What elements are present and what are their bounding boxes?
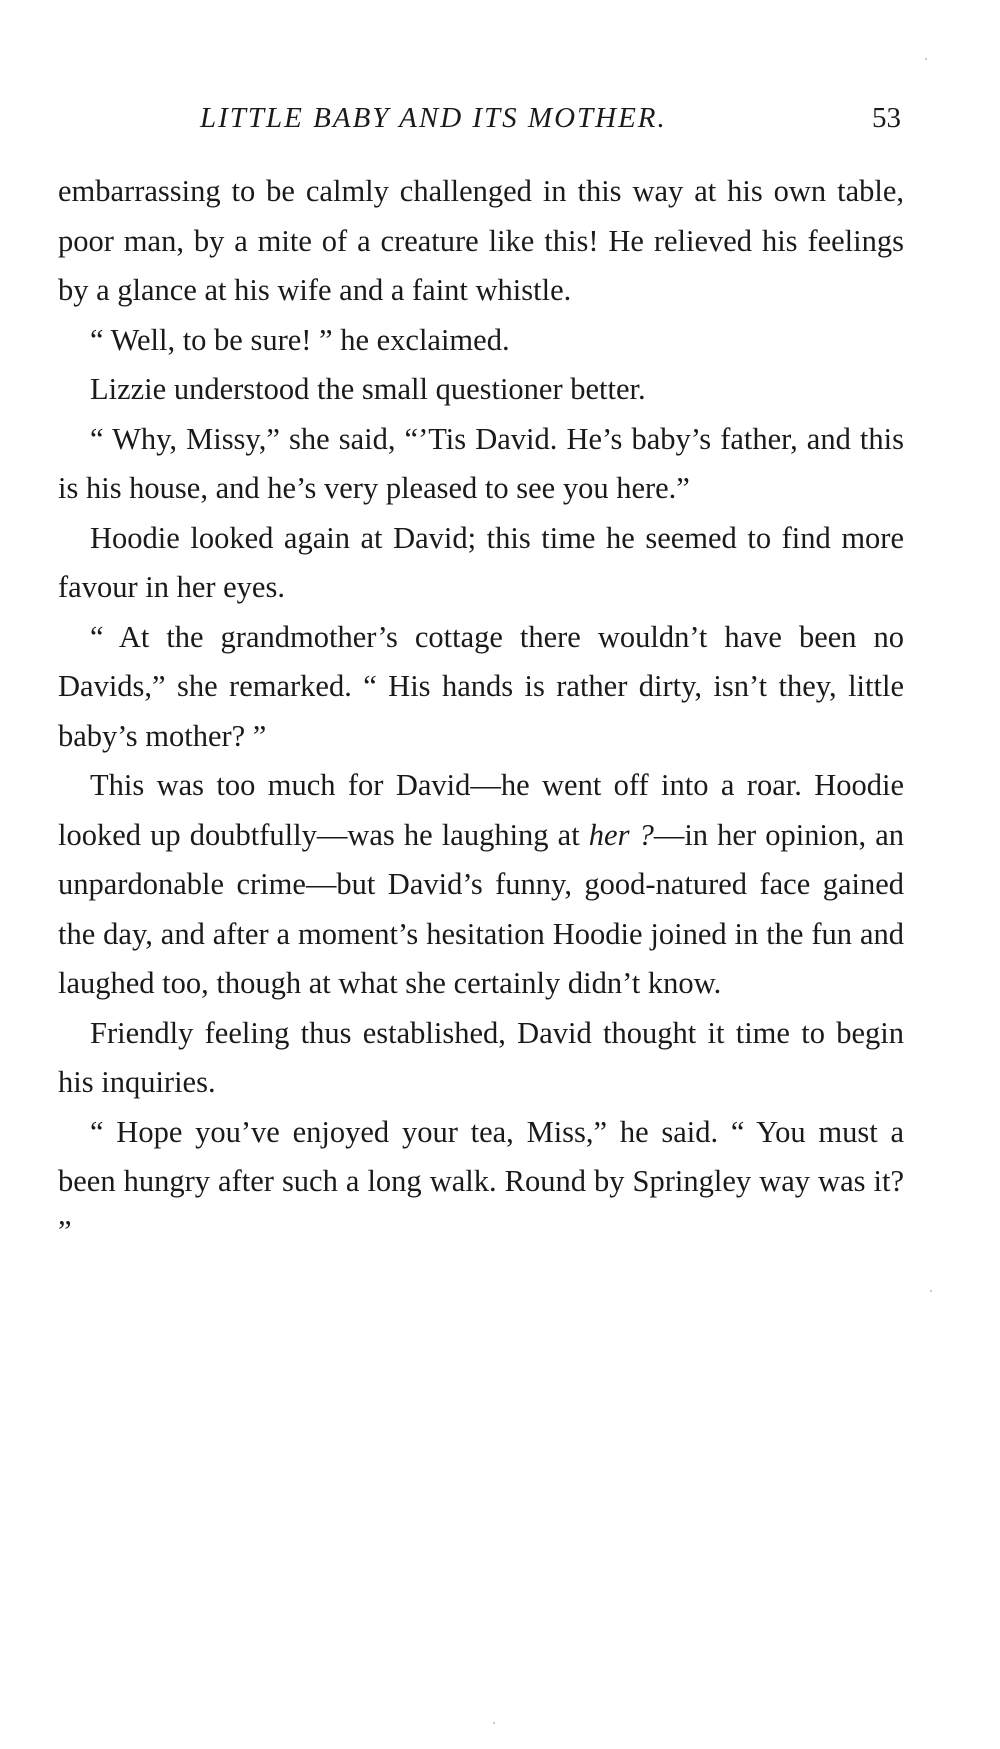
paper-speck	[493, 1722, 495, 1724]
paragraph: Lizzie understood the small questioner better.	[90, 372, 646, 406]
paragraph-text: —in her opinion, an unpardonable crime—but David’s funny, good-natured face gained the day, and after a moment’s hesitation Hoodie joined in the fun and laughed too, though at what she certainly didn’t know.	[58, 817, 904, 1000]
paragraph: Hoodie looked again at David; this time he seemed to find more favour in her eyes.	[58, 520, 904, 604]
italic-emphasis: her ?	[588, 817, 654, 852]
paragraph: “ At the grandmother’s cottage there wouldn’t have been no Davids,” she remarked. “ His hands is rather dirty, isn’t they, little baby’s mother? ”	[58, 619, 904, 753]
body-text	[58, 167, 904, 1256]
paragraph: embarrassing to be calmly challenged in this way at his own table, poor man, by a mite of a creature like this! He relieved his feelings by a glance at his wife and a faint whistle.	[58, 174, 904, 307]
paragraph: Friendly feeling thus established, David thought it time to begin his inquiries.	[58, 1015, 904, 1099]
paper-speck	[930, 1290, 932, 1292]
page-number: 53	[872, 102, 901, 134]
running-head-title: LITTLE BABY AND ITS MOTHER.	[200, 102, 667, 134]
paragraph: “ Well, to be sure! ” he exclaimed.	[90, 322, 510, 357]
paragraph-text: This was too much for David—he went off into a roar. Hoodie looked up doubtfully—was he laughing at	[58, 768, 904, 852]
paragraph	[58, 761, 904, 1009]
paragraph: “ Why, Missy,” she said, “’Tis David. He’s baby’s father, and this is his house, and he’s very pleased to see you here.”	[58, 421, 904, 505]
paragraph: “ Hope you’ve enjoyed your tea, Miss,” he said. “ You must a been hungry after such a long walk. Round by Springley way was it? ”	[58, 1114, 904, 1248]
paper-speck	[925, 58, 927, 60]
